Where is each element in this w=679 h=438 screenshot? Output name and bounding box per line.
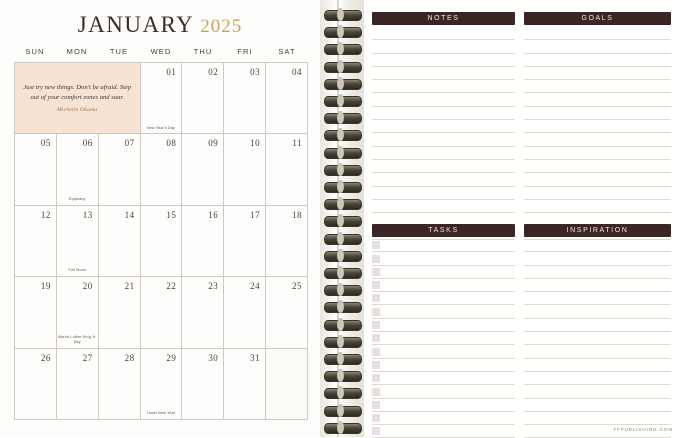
task-checkbox[interactable] bbox=[372, 281, 380, 289]
task-checkbox[interactable] bbox=[372, 388, 380, 396]
punch-hole bbox=[337, 94, 344, 107]
ruled-line[interactable] bbox=[524, 239, 671, 252]
task-checkbox[interactable] bbox=[372, 321, 380, 329]
day-number: 14 bbox=[124, 209, 135, 220]
ruled-line[interactable] bbox=[372, 372, 515, 385]
spiral-coil bbox=[322, 161, 362, 178]
day-number: 08 bbox=[166, 138, 177, 149]
weekday-label-sat: SAT bbox=[278, 47, 296, 56]
spiral-coil bbox=[322, 350, 362, 367]
day-number: 23 bbox=[208, 281, 219, 292]
ruled-line[interactable] bbox=[524, 385, 671, 398]
calendar-day-cell[interactable] bbox=[182, 277, 224, 348]
ruled-line[interactable] bbox=[372, 292, 515, 305]
spiral-coil bbox=[322, 402, 362, 419]
punch-hole bbox=[337, 404, 344, 417]
ruled-line[interactable] bbox=[372, 160, 515, 173]
punch-hole bbox=[337, 352, 344, 365]
spiral-coil bbox=[322, 144, 362, 161]
day-number: 25 bbox=[292, 281, 302, 292]
ruled-line[interactable] bbox=[524, 372, 671, 385]
panel-goals bbox=[524, 12, 671, 240]
task-checkbox[interactable] bbox=[372, 268, 380, 276]
weekday-label-mon: MON bbox=[66, 47, 88, 56]
weekday-label-sun: SUN bbox=[25, 47, 45, 56]
month-name: JANUARY bbox=[77, 12, 195, 37]
ruled-line[interactable] bbox=[524, 67, 671, 80]
panel-notes bbox=[372, 12, 515, 240]
calendar-grid bbox=[14, 62, 308, 420]
calendar-day-cell[interactable] bbox=[224, 63, 266, 134]
punch-hole bbox=[337, 266, 344, 279]
ruled-line[interactable] bbox=[524, 160, 671, 173]
ruled-line[interactable] bbox=[524, 40, 671, 53]
ruled-line[interactable] bbox=[372, 107, 515, 120]
day-number: 29 bbox=[166, 352, 177, 363]
holiday-label: New Year's Day bbox=[146, 125, 176, 130]
punch-hole bbox=[337, 163, 344, 176]
ruled-line[interactable] bbox=[524, 200, 671, 213]
ruled-line[interactable] bbox=[372, 425, 515, 438]
task-checkbox[interactable] bbox=[372, 427, 380, 435]
ruled-line[interactable] bbox=[372, 173, 515, 186]
month-header bbox=[0, 12, 320, 38]
day-number: 13 bbox=[82, 209, 93, 220]
ruled-line[interactable] bbox=[524, 412, 671, 425]
calendar-day-cell[interactable] bbox=[57, 134, 99, 205]
spiral-coil bbox=[322, 298, 362, 315]
ruled-line[interactable] bbox=[524, 332, 671, 345]
ruled-line[interactable] bbox=[372, 40, 515, 53]
day-number: 19 bbox=[40, 281, 51, 292]
spiral-coil bbox=[322, 40, 362, 57]
day-number: 06 bbox=[82, 138, 93, 149]
ruled-line[interactable] bbox=[524, 120, 671, 133]
calendar-day-cell[interactable] bbox=[57, 206, 99, 277]
ruled-line[interactable] bbox=[524, 252, 671, 265]
day-number: 17 bbox=[250, 209, 261, 220]
ruled-line[interactable] bbox=[524, 292, 671, 305]
day-number: 03 bbox=[250, 67, 261, 77]
ruled-line[interactable] bbox=[372, 266, 515, 279]
ruled-line[interactable] bbox=[372, 93, 515, 106]
quote-author: Michelle Obama bbox=[57, 107, 98, 114]
brand-footer: TFPUBLISHING.COM bbox=[613, 427, 673, 432]
ruled-line[interactable] bbox=[524, 399, 671, 412]
ruled-line[interactable] bbox=[372, 54, 515, 67]
ruled-line[interactable] bbox=[524, 147, 671, 160]
task-checkbox[interactable] bbox=[372, 308, 380, 316]
punch-hole bbox=[337, 249, 344, 262]
ruled-line[interactable] bbox=[372, 399, 515, 412]
spiral-coil bbox=[322, 247, 362, 264]
calendar-day-cell[interactable] bbox=[141, 63, 183, 134]
spiral-coil bbox=[322, 195, 362, 212]
day-number: 05 bbox=[40, 138, 51, 149]
spiral-coil bbox=[322, 264, 362, 281]
day-number: 20 bbox=[82, 281, 93, 292]
ruled-line[interactable] bbox=[372, 359, 515, 372]
ruled-line[interactable] bbox=[372, 252, 515, 265]
ruled-line[interactable] bbox=[524, 345, 671, 358]
day-number: 16 bbox=[208, 209, 219, 220]
calendar-day-cell[interactable] bbox=[15, 349, 57, 420]
day-number: 31 bbox=[250, 352, 261, 363]
ruled-line[interactable] bbox=[372, 200, 515, 213]
weekday-label-tue: TUE bbox=[109, 47, 129, 56]
day-number: 15 bbox=[166, 209, 177, 220]
task-checkbox[interactable] bbox=[372, 255, 380, 263]
ruled-line[interactable] bbox=[372, 147, 515, 160]
task-checkbox[interactable] bbox=[372, 241, 380, 249]
spiral-coil bbox=[322, 23, 362, 40]
ruled-line[interactable] bbox=[524, 266, 671, 279]
ruled-line[interactable] bbox=[524, 187, 671, 200]
ruled-line[interactable] bbox=[524, 133, 671, 146]
calendar-day-cell[interactable] bbox=[266, 206, 308, 277]
punch-hole bbox=[337, 146, 344, 159]
day-number: 01 bbox=[166, 67, 177, 77]
ruled-line[interactable] bbox=[372, 187, 515, 200]
day-number: 09 bbox=[208, 138, 219, 149]
ruled-line[interactable] bbox=[524, 54, 671, 67]
ruled-line[interactable] bbox=[372, 345, 515, 358]
punch-hole bbox=[337, 335, 344, 348]
calendar-day-cell[interactable] bbox=[15, 134, 57, 205]
day-number: 28 bbox=[124, 352, 135, 363]
calendar-day-cell[interactable] bbox=[224, 277, 266, 348]
punch-hole bbox=[337, 318, 344, 331]
panel-writing-area[interactable] bbox=[524, 27, 671, 240]
panel-title: INSPIRATION bbox=[524, 224, 671, 237]
day-number: 11 bbox=[292, 138, 302, 149]
day-number: 30 bbox=[208, 352, 219, 363]
task-checkbox[interactable] bbox=[372, 334, 380, 342]
quote-text: Just try new things. Don't be afraid. Step out of your comfort zones and soar. bbox=[23, 84, 132, 102]
month-year: 2025 bbox=[200, 16, 243, 37]
spiral-coil bbox=[322, 178, 362, 195]
ruled-line[interactable] bbox=[372, 279, 515, 292]
day-number: 04 bbox=[292, 67, 302, 77]
panel-title: TASKS bbox=[372, 224, 515, 237]
ruled-line[interactable] bbox=[524, 425, 671, 438]
task-checkbox[interactable] bbox=[372, 348, 380, 356]
ruled-line[interactable] bbox=[524, 279, 671, 292]
calendar-day-cell[interactable] bbox=[15, 277, 57, 348]
ruled-line[interactable] bbox=[524, 107, 671, 120]
panel-title: NOTES bbox=[372, 12, 515, 25]
ruled-line[interactable] bbox=[524, 305, 671, 318]
panel-writing-area[interactable] bbox=[524, 239, 671, 438]
weekday-label-thu: THU bbox=[193, 47, 213, 56]
calendar-day-cell[interactable] bbox=[57, 277, 99, 348]
calendar-day-cell[interactable] bbox=[99, 277, 141, 348]
spiral-coil bbox=[322, 109, 362, 126]
ruled-line[interactable] bbox=[372, 80, 515, 93]
calendar-day-cell[interactable] bbox=[99, 134, 141, 205]
day-number: 02 bbox=[208, 67, 219, 77]
spiral-coil bbox=[322, 384, 362, 401]
ruled-line[interactable] bbox=[524, 93, 671, 106]
task-checkbox[interactable] bbox=[372, 414, 380, 422]
spiral-coil bbox=[322, 281, 362, 298]
calendar-day-cell[interactable] bbox=[224, 349, 266, 420]
weekday-label-wed: WED bbox=[150, 47, 172, 56]
panel-inspiration bbox=[524, 224, 671, 438]
holiday-label: Full Moon bbox=[68, 268, 87, 273]
task-checkbox[interactable] bbox=[372, 361, 380, 369]
punch-hole bbox=[337, 232, 344, 245]
holiday-label: Martin Luther King Jr. Day bbox=[57, 334, 97, 344]
punch-hole bbox=[337, 60, 344, 73]
punch-hole bbox=[337, 8, 344, 21]
day-number: 22 bbox=[166, 281, 177, 292]
task-checkbox[interactable] bbox=[372, 374, 380, 382]
weekday-header-row bbox=[14, 47, 308, 56]
panel-title: GOALS bbox=[524, 12, 671, 25]
day-number: 18 bbox=[292, 209, 302, 220]
ruled-line[interactable] bbox=[372, 319, 515, 332]
spiral-coil bbox=[322, 92, 362, 109]
calendar-day-cell[interactable] bbox=[182, 206, 224, 277]
calendar-day-cell[interactable] bbox=[141, 349, 183, 420]
spiral-coil bbox=[322, 333, 362, 350]
ruled-line[interactable] bbox=[524, 319, 671, 332]
spiral-binding bbox=[320, 0, 364, 437]
ruled-line[interactable] bbox=[524, 27, 671, 40]
notes-page bbox=[364, 0, 679, 437]
spiral-coil bbox=[322, 367, 362, 384]
ruled-line[interactable] bbox=[372, 239, 515, 252]
punch-hole bbox=[337, 180, 344, 193]
ruled-line[interactable] bbox=[372, 27, 515, 40]
holiday-label: Epiphany bbox=[68, 196, 86, 201]
ruled-line[interactable] bbox=[372, 133, 515, 146]
ruled-line[interactable] bbox=[372, 412, 515, 425]
quote-block bbox=[15, 63, 141, 134]
ruled-line[interactable] bbox=[372, 305, 515, 318]
spiral-coil bbox=[322, 316, 362, 333]
day-number: 07 bbox=[124, 138, 135, 149]
panel-writing-area[interactable] bbox=[372, 239, 515, 438]
panel-writing-area[interactable] bbox=[372, 27, 515, 240]
ruled-line[interactable] bbox=[524, 80, 671, 93]
calendar-day-cell[interactable] bbox=[182, 63, 224, 134]
calendar-day-cell[interactable] bbox=[182, 134, 224, 205]
spiral-coil bbox=[322, 230, 362, 247]
calendar-day-cell[interactable] bbox=[99, 349, 141, 420]
punch-hole bbox=[337, 77, 344, 90]
spiral-coil bbox=[322, 75, 362, 92]
calendar-day-cell[interactable] bbox=[15, 206, 57, 277]
calendar-page bbox=[0, 0, 320, 437]
calendar-day-cell[interactable] bbox=[141, 277, 183, 348]
spiral-coil bbox=[322, 126, 362, 143]
calendar-day-cell[interactable] bbox=[224, 134, 266, 205]
day-number: 12 bbox=[40, 209, 51, 220]
ruled-line[interactable] bbox=[372, 120, 515, 133]
day-number: 21 bbox=[124, 281, 135, 292]
spiral-coil bbox=[322, 212, 362, 229]
calendar-day-cell[interactable] bbox=[266, 63, 308, 134]
calendar-day-cell[interactable] bbox=[182, 349, 224, 420]
calendar-day-cell[interactable] bbox=[57, 349, 99, 420]
task-checkbox[interactable] bbox=[372, 401, 380, 409]
calendar-day-cell[interactable] bbox=[224, 206, 266, 277]
ruled-line[interactable] bbox=[524, 359, 671, 372]
spiral-coil bbox=[322, 419, 362, 436]
panel-tasks bbox=[372, 224, 515, 438]
day-number: 26 bbox=[40, 352, 51, 363]
spiral-coil bbox=[322, 6, 362, 23]
ruled-line[interactable] bbox=[372, 67, 515, 80]
day-number: 27 bbox=[82, 352, 93, 363]
holiday-label: Lunar New Year bbox=[146, 411, 176, 416]
calendar-day-cell[interactable] bbox=[99, 206, 141, 277]
ruled-line[interactable] bbox=[524, 173, 671, 186]
day-number: 24 bbox=[250, 281, 261, 292]
weekday-label-fri: FRI bbox=[237, 47, 253, 56]
spiral-coil bbox=[322, 58, 362, 75]
calendar-day-cell[interactable] bbox=[266, 277, 308, 348]
calendar-day-cell[interactable] bbox=[266, 134, 308, 205]
day-number: 10 bbox=[250, 138, 261, 149]
ruled-line[interactable] bbox=[372, 385, 515, 398]
calendar-empty-cell bbox=[266, 349, 308, 420]
punch-hole bbox=[337, 421, 344, 434]
calendar-day-cell[interactable] bbox=[141, 134, 183, 205]
calendar-day-cell[interactable] bbox=[141, 206, 183, 277]
ruled-line[interactable] bbox=[372, 332, 515, 345]
task-checkbox[interactable] bbox=[372, 294, 380, 302]
